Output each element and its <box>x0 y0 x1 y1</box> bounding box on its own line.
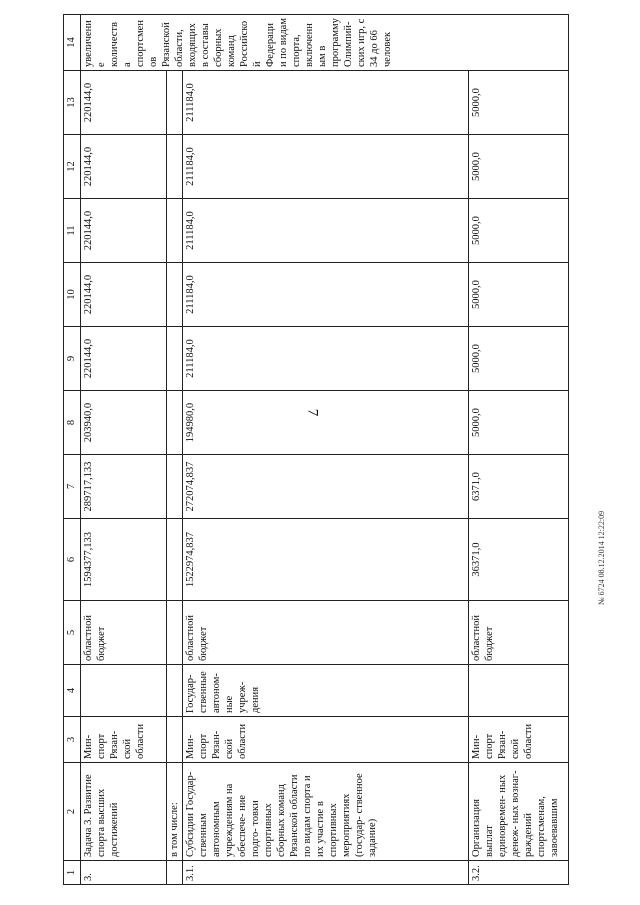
header-row <box>64 15 81 885</box>
value-cell: 211184,0 <box>183 199 469 263</box>
value-cell: 203940,0 <box>81 391 167 455</box>
value-cell: 211184,0 <box>183 135 469 199</box>
value-cell: 220144,0 <box>81 327 167 391</box>
table-row <box>167 15 183 885</box>
col-header: 8 <box>64 391 81 455</box>
row-title: Субсидии Государ- ственным автономным учреждениям на обеспече- ние подго- товки спортивных сборных команд Рязанской области по видам спорта и их участие в спортивных мероприятиях (государ- ственное задание) <box>183 763 469 861</box>
col-header: 14 <box>64 15 81 71</box>
value-cell: 211184,0 <box>183 327 469 391</box>
col-header: 13 <box>64 71 81 135</box>
budget-table-wrapper <box>63 15 583 885</box>
col-header: 2 <box>64 763 81 861</box>
source-cell: областной бюджет <box>183 601 469 665</box>
value-cell: 5000,0 <box>469 71 569 135</box>
row-number: 3.1. <box>183 861 469 885</box>
value-cell: 5000,0 <box>469 263 569 327</box>
table-row <box>469 15 569 885</box>
footer-stamp: № 6724 08.12.2014 12:22:09 <box>597 510 606 605</box>
col-header: 9 <box>64 327 81 391</box>
value-cell: 36371,0 <box>469 519 569 601</box>
value-cell: 211184,0 <box>183 71 469 135</box>
col-header: 1 <box>64 861 81 885</box>
value-cell: 5000,0 <box>469 199 569 263</box>
value-cell: 5000,0 <box>469 327 569 391</box>
value-cell: 220144,0 <box>81 263 167 327</box>
recipient-cell: Государ- ственные автоном- ные учреж- дения <box>183 665 469 717</box>
table-row <box>81 15 167 885</box>
value-cell: 194980,0 <box>183 391 469 455</box>
value-cell: 6371,0 <box>469 455 569 519</box>
executor-cell: Мин- спорт Рязан- ской области <box>81 717 167 763</box>
executor-cell: Мин- спорт Рязан- ской области <box>183 717 469 763</box>
col-header: 11 <box>64 199 81 263</box>
col-header: 7 <box>64 455 81 519</box>
page-number: 7 <box>304 408 321 417</box>
value-cell: 272074,837 <box>183 455 469 519</box>
source-cell: областной бюджет <box>469 601 569 665</box>
table-row <box>183 15 469 885</box>
value-cell: 220144,0 <box>81 135 167 199</box>
expected-result-cell: увеличение количества спортсменов Рязанской области, входящих в составы сборных команд Российской Федерации по видам спорта, включенным в программу Олимпий- ских игр, с 34 до 66 человек <box>81 15 569 71</box>
row-title: Организация выплат единовремен- ных денеж- ных вознаг- раждений спортсменам, завоевавшим <box>469 763 569 861</box>
value-cell: 1594377,133 <box>81 519 167 601</box>
recipient-cell <box>469 665 569 717</box>
row-title: Задача 3. Развитие спорта высших достижений <box>81 763 167 861</box>
row-number: 3. <box>81 861 167 885</box>
value-cell: 220144,0 <box>81 199 167 263</box>
col-header: 10 <box>64 263 81 327</box>
value-cell: 220144,0 <box>81 71 167 135</box>
value-cell: 5000,0 <box>469 135 569 199</box>
executor-cell: Мин- спорт Рязан- ской области <box>469 717 569 763</box>
source-cell: областной бюджет <box>81 601 167 665</box>
col-header: 6 <box>64 519 81 601</box>
col-header: 4 <box>64 665 81 717</box>
row-subtitle: в том числе: <box>167 763 183 861</box>
value-cell: 5000,0 <box>469 391 569 455</box>
budget-table <box>63 14 569 885</box>
recipient-cell <box>81 665 167 717</box>
col-header: 3 <box>64 717 81 763</box>
value-cell: 289717,133 <box>81 455 167 519</box>
col-header: 12 <box>64 135 81 199</box>
value-cell: 211184,0 <box>183 263 469 327</box>
value-cell: 1522974,837 <box>183 519 469 601</box>
col-header: 5 <box>64 601 81 665</box>
row-number: 3.2. <box>469 861 569 885</box>
